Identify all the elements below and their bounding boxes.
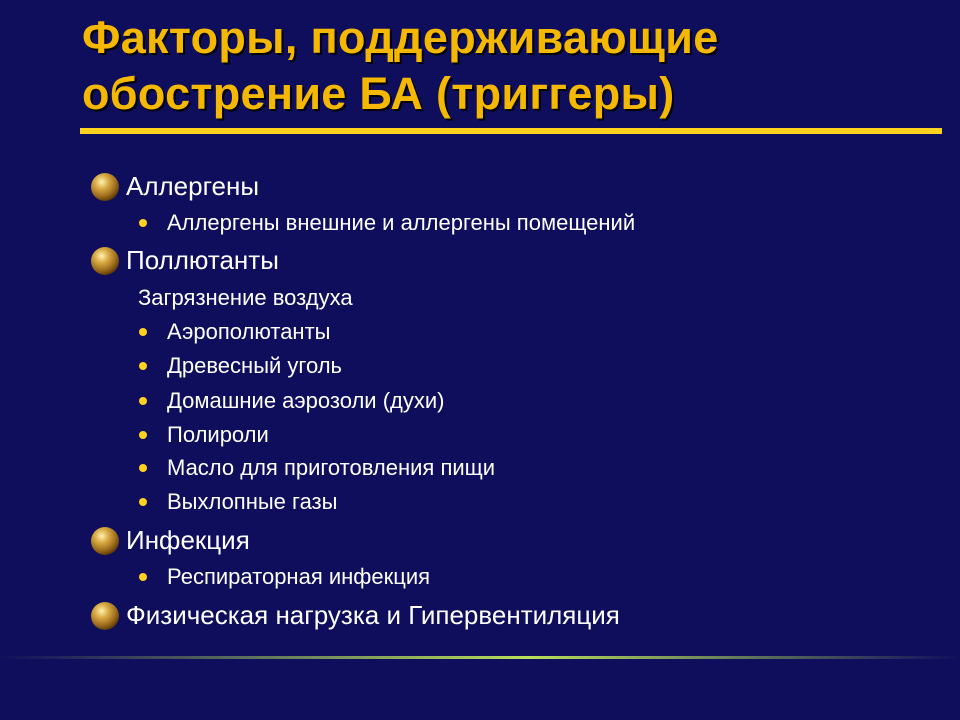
list-item-label: Выхлопные газы: [167, 489, 338, 514]
list-subitem: [167, 422, 269, 448]
list-item-label: Древесный уголь: [167, 353, 343, 378]
list-item-pollutants: [126, 245, 279, 275]
list-item-label: Аллергены: [126, 171, 260, 201]
list-subitem: [167, 319, 330, 345]
title-line-1: Факторы, поддерживающие: [82, 12, 719, 63]
list-subitem: [167, 353, 342, 379]
dot-icon: [139, 498, 147, 506]
list-item-label: Аэрополютанты: [167, 319, 331, 344]
list-subitem: [167, 455, 495, 481]
dot-icon: [139, 328, 147, 336]
gold-ball-icon: [90, 601, 120, 631]
list-subitem-allergens-sources: [167, 210, 635, 236]
dot-icon: [139, 464, 147, 472]
dot-icon: [139, 573, 147, 581]
list-subheading-air-pollution: [138, 285, 353, 311]
list-item-label: Загрязнение воздуха: [138, 285, 353, 310]
list-item-allergens: [126, 171, 259, 201]
gold-ball-icon: [90, 246, 120, 276]
dot-icon: [139, 219, 147, 227]
dot-icon: [139, 431, 147, 439]
dot-icon: [139, 397, 147, 405]
list-subitem: [167, 489, 337, 515]
list-item-label: Полироли: [167, 422, 269, 447]
list-subitem: [167, 564, 430, 590]
gold-ball-icon: [90, 172, 120, 202]
title-line-2: обострение БА (триггеры): [82, 68, 675, 119]
list-item-label: Инфекция: [126, 525, 250, 555]
list-item-label: Респираторная инфекция: [167, 564, 431, 589]
list-item-label: Поллютанты: [126, 245, 279, 275]
list-item-label: Масло для приготовления пищи: [167, 455, 496, 480]
list-item-label: Физическая нагрузка и Гипервентиляция: [126, 600, 620, 630]
list-item-infection: [126, 525, 250, 555]
list-item-exercise: [126, 600, 620, 630]
list-subitem: [167, 388, 444, 414]
gold-ball-icon: [90, 526, 120, 556]
dot-icon: [139, 362, 147, 370]
footer-divider: [0, 656, 960, 659]
list-item-label: Домашние аэрозоли (духи): [167, 388, 445, 413]
list-item-label: Аллергены внешние и аллергены помещений: [167, 210, 636, 235]
